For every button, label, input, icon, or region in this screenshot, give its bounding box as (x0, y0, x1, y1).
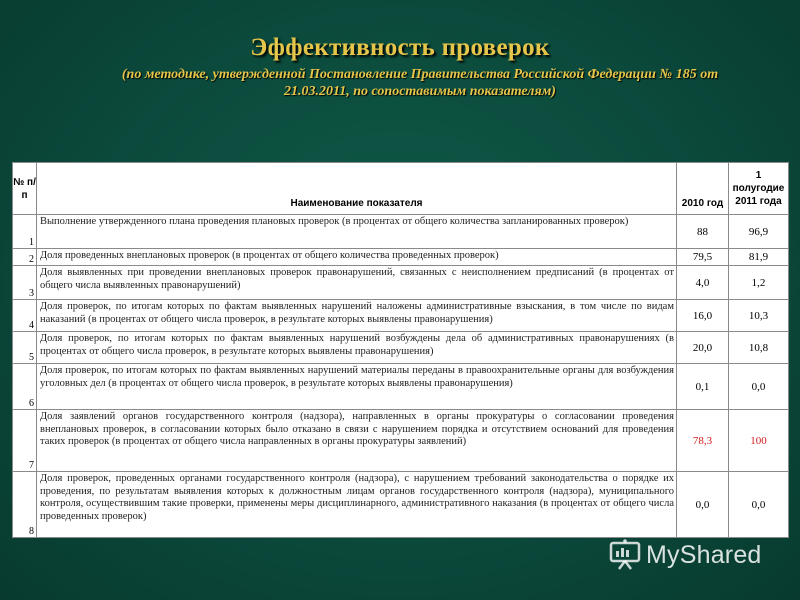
row-indicator: Доля заявлений органов государственного контроля (надзора), направленных в органы прокуратуры о согласовании проведения внеплановых проверок, в согласовании которых было отказано в связи с нарушением порядка и отсутствием оснований для проведения таких проверок (в процентах от общего числа направленных в органы прокуратуры заявлений) (37, 410, 677, 472)
row-num: 3 (13, 266, 37, 300)
row-num: 8 (13, 472, 37, 538)
subtitle-line-1: (по методике, утвержденной Постановление Правительства Российской Федерации № 185 от (121, 67, 719, 82)
row-value-2010: 79,5 (677, 249, 729, 266)
table-row (13, 472, 789, 538)
row-value-2011: 96,9 (729, 215, 789, 249)
watermark-logo (608, 538, 762, 572)
row-num: 7 (13, 410, 37, 472)
watermark-brand: MyShared (646, 540, 762, 569)
row-value-2011: 10,3 (729, 300, 789, 332)
table-row (13, 266, 789, 300)
row-num: 4 (13, 300, 37, 332)
header-2011: 1 полугодие 2011 года (729, 163, 789, 215)
table-row (13, 364, 789, 410)
row-value-2010: 88 (677, 215, 729, 249)
table-row (13, 300, 789, 332)
row-num: 1 (13, 215, 37, 249)
row-value-2010: 4,0 (677, 266, 729, 300)
row-indicator: Доля выявленных при проведении внеплановых проверок правонарушений, связанных с неисполнением предписаний (в процентах от общего числа выявленных правонарушений) (37, 266, 677, 300)
row-num: 6 (13, 364, 37, 410)
row-value-2011: 81,9 (729, 249, 789, 266)
row-num: 5 (13, 332, 37, 364)
table-row (13, 249, 789, 266)
row-indicator: Доля проведенных внеплановых проверок (в процентах от общего количества проведенных проверок) (37, 249, 677, 266)
table-row (13, 332, 789, 364)
row-value-2010: 0,1 (677, 364, 729, 410)
subtitle-line-2: 21.03.2011, по сопоставимым показателям) (284, 84, 556, 99)
row-value-2010: 78,3 (677, 410, 729, 472)
row-value-2011: 1,2 (729, 266, 789, 300)
presentation-board-icon (608, 538, 642, 572)
row-value-2011: 10,8 (729, 332, 789, 364)
indicators-table (12, 162, 789, 538)
indicators-table-container (12, 162, 788, 538)
row-value-2010: 20,0 (677, 332, 729, 364)
row-value-2011: 100 (729, 410, 789, 472)
row-indicator: Доля проверок, по итогам которых по фактам выявленных нарушений наложены административные взыскания, в том числе по видам наказаний (в процентах от общего числа проверок, в результате которых выявлены правонарушения) (37, 300, 677, 332)
header-num: № п/п (13, 163, 37, 215)
table-row (13, 215, 789, 249)
header-2010: 2010 год (677, 163, 729, 215)
row-indicator: Доля проверок, по итогам которых по фактам выявленных нарушений возбуждены дела об административных правонарушениях (в процентах от общего числа проверок, в результате которых выявлены правонарушения) (37, 332, 677, 364)
row-num: 2 (13, 249, 37, 266)
row-value-2010: 0,0 (677, 472, 729, 538)
row-indicator: Доля проверок, по итогам которых по фактам выявленных нарушений материалы переданы в правоохранительные органы для возбуждения уголовных дел (в процентах от общего числа проверок, в результате которых выявлены правонарушения) (37, 364, 677, 410)
row-value-2011: 0,0 (729, 364, 789, 410)
slide-subtitle (70, 66, 770, 100)
slide-title: Эффективность проверок (250, 34, 550, 61)
table-row (13, 410, 789, 472)
row-value-2011: 0,0 (729, 472, 789, 538)
header-name: Наименование показателя (37, 163, 677, 215)
row-indicator: Выполнение утвержденного плана проведения плановых проверок (в процентах от общего количества запланированных проверок) (37, 215, 677, 249)
row-indicator: Доля проверок, проведенных органами государственного контроля (надзора), с нарушением требований законодательства о порядке их проведения, по результатам выявления которых к должностным лицам органов государственного контроля (надзора), муниципального контроля, осуществившим такие проверки, применены меры дисциплинарного, административного наказания (в процентах от общего числа проведенных проверок) (37, 472, 677, 538)
row-value-2010: 16,0 (677, 300, 729, 332)
table-header-row (13, 163, 789, 215)
